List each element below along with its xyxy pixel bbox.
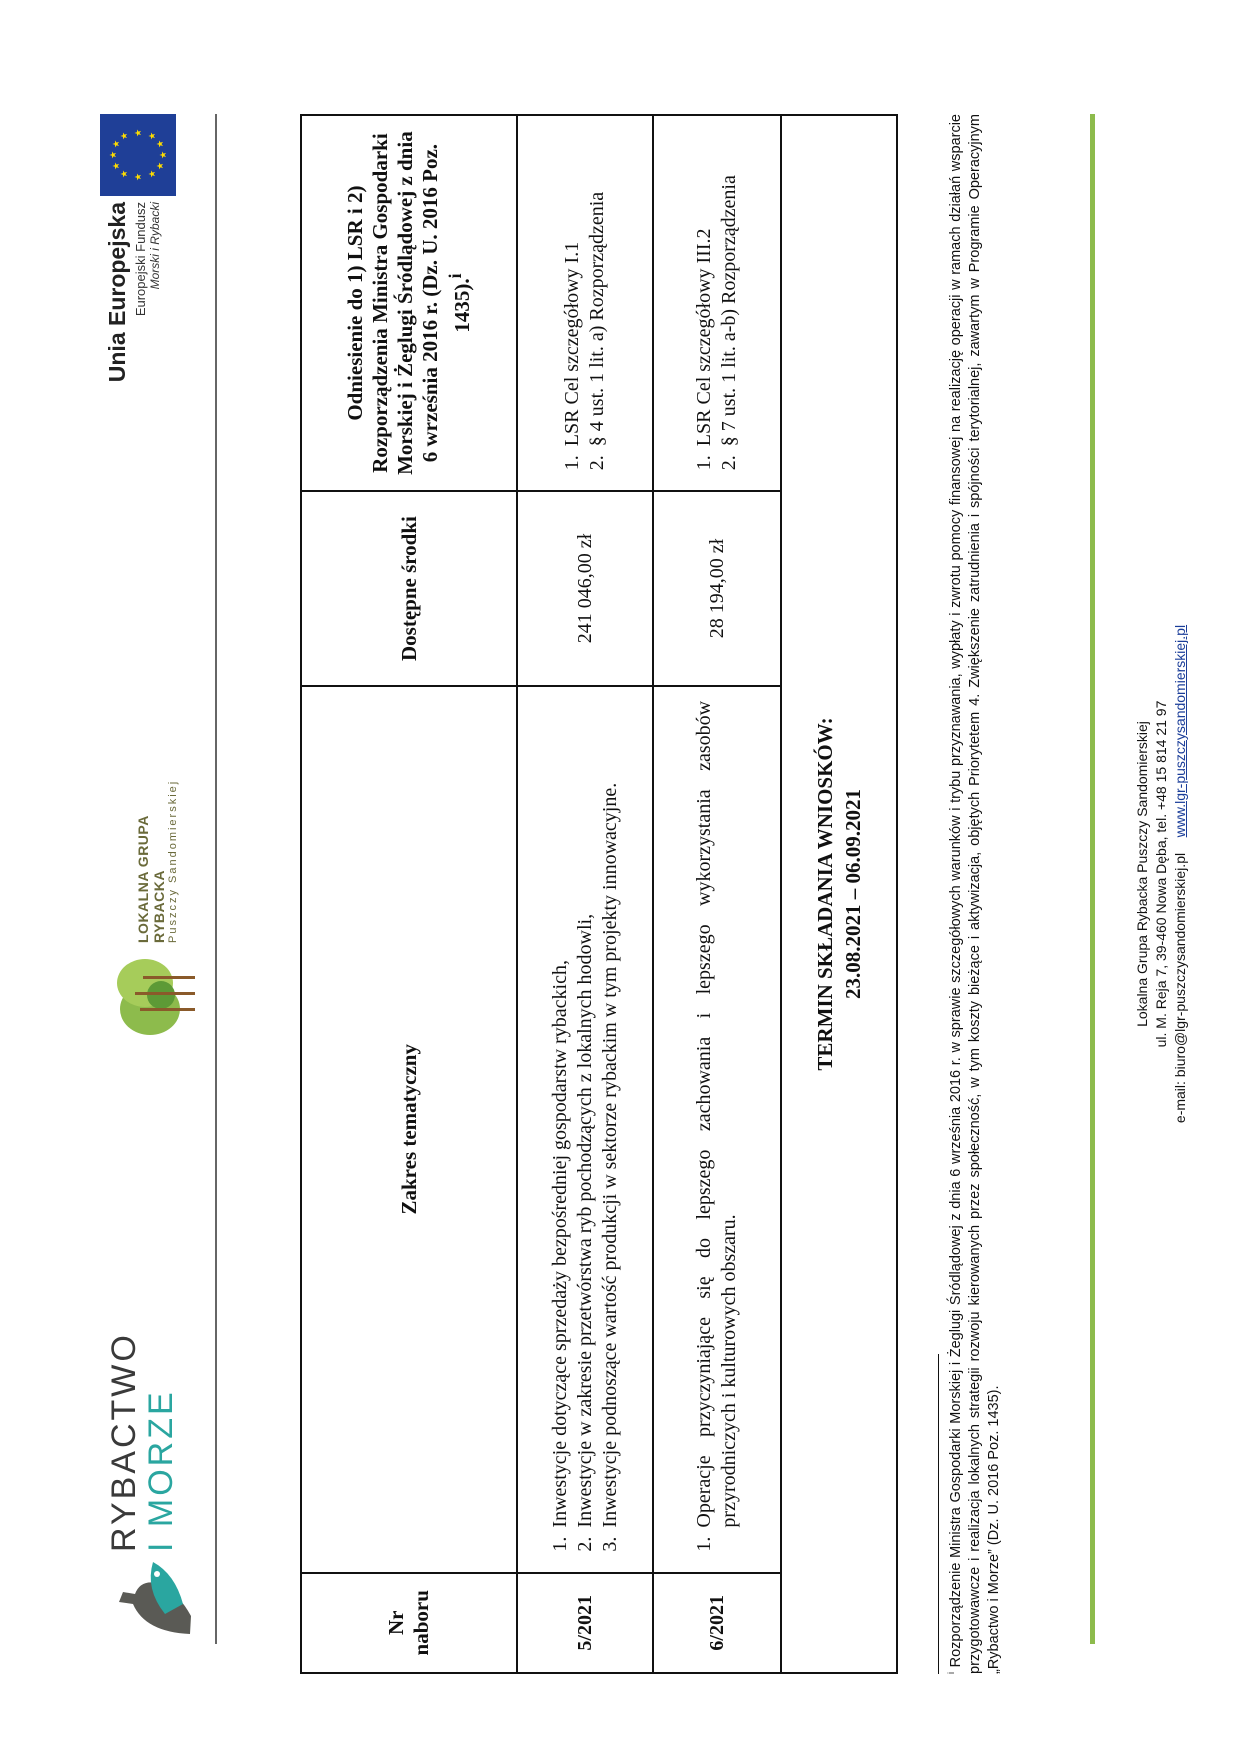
list-item: 3. Inwestycje podnoszące wartość produkcji w sektorze rybackim w tym projekty innowacyjne. [598,701,623,1532]
footer-address: ul. M. Reja 7, 39-460 Nowa Dęba, tel. +48 15 814 21 97 [1153,700,1169,1048]
header-odniesienie [301,115,517,491]
termin-row [781,115,897,1673]
cell-dostepne: 28 194,00 zł [653,491,781,686]
header-divider [215,114,217,1644]
svg-text:★: ★ [156,161,166,171]
list-item: 2. § 4 ust. 1 lit. a) Rozporządzenia [585,130,610,450]
table-header-row [301,115,517,1673]
lgr-logo-subtitle: Puszczy Sandomierskiej [167,779,179,943]
logo-text-i-morze: I MORZE [142,1389,180,1552]
page-header [100,114,215,1644]
svg-text:★: ★ [148,169,158,179]
header-dostepne-srodki: Dostępne środki [301,491,517,686]
termin-dates: 23.08.2021 – 06.09.2021 [841,789,865,999]
cell-zakres [517,686,653,1573]
eu-title: Unia Europejska [104,202,130,383]
cell-nr: 6/2021 [653,1573,781,1673]
trees-icon [105,949,200,1039]
footer-org-name: Lokalna Grupa Rybacka Puszczy Sandomierskiej [1134,721,1150,1027]
header-nr-naboru: Nr naboru [301,1573,517,1673]
list-item: 1. LSR Cel szczegółowy III.2 [692,130,717,450]
table-row [517,115,653,1673]
list-item: 1. Operacje przyczyniające się do lepszego zachowania i lepszego wykorzystania zasobów przyrodniczych i kulturowych obszaru. [692,701,742,1532]
list-item: 2. Inwestycje w zakresie przetwórstwa ryb pochodzących z lokalnych hodowli, [573,701,598,1532]
svg-text:★: ★ [156,139,166,149]
footnote-marker: i [946,1672,956,1674]
svg-text:★: ★ [134,172,144,182]
recruitment-table [300,114,898,1674]
cell-nr: 5/2021 [517,1573,653,1673]
logo-text-rybactwo: RYBACTWO [105,1332,143,1552]
footer-website-link[interactable]: www.lgr-puszczysandomierskiej.pl [1172,624,1188,838]
svg-text:★: ★ [120,131,130,141]
footer-contact [1171,594,1190,1154]
cell-odniesienie [653,115,781,491]
table-row [653,115,781,1673]
eu-fund-line1: Europejski Fundusz [133,202,148,317]
footnote [942,114,1004,1674]
svg-text:★: ★ [134,128,144,138]
footnote-ref: i [445,273,465,279]
eu-fund-line2: Morski i Rybacki [148,202,162,290]
svg-text:★: ★ [112,161,122,171]
list-item: 2. § 7 ust. 1 lit. a-b) Rozporządzenia [717,130,742,450]
termin-cell [781,115,897,1673]
footnote-text: Rozporządzenie Ministra Gospodarki Morskiej i Żeglugi Śródlądowej z dnia 6 września 2016 r. w sprawie szczegółowych warunków i trybu przyznawania, wypłaty i zwrotu pomocy finansowej na realizację operacji w ramach działań wsparcie przygotowawcze i realizacja lokalnych strategii rozwoju kierowanych przez społeczność, w tym koszty bieżące i aktywizacja, objętych Priorytetem 4. Zwiększenie zatrudnienia i spójności terytorialnej, zawartym w Programie Operacyjnym „Rybactwo i Morze” (Dz. U. 2016 Poz. 1435). [947,114,1002,1674]
rybactwo-i-morze-logo [105,1314,195,1644]
fish-icon [105,1554,195,1644]
list-item: 1. Inwestycje dotyczące sprzedaży bezpośredniej gospodarstw rybackich, [548,701,573,1532]
cell-zakres [653,686,781,1573]
svg-text:★: ★ [109,150,119,160]
footer-green-bar [1090,114,1095,1644]
svg-text:★: ★ [159,150,169,160]
list-item: 1. LSR Cel szczegółowy I.1 [560,130,585,450]
footnote-divider [938,1354,939,1674]
eu-flag-icon [100,114,176,196]
svg-text:★: ★ [148,131,158,141]
page-footer [1133,594,1190,1154]
header-odniesienie-text: Odniesienie do 1) LSR i 2) Rozporządzenia Ministra Gospodarki Morskiej i Żeglugi Śródlądowej z dnia 6 września 2016 r. (Dz. U. 2016 Poz. 1435). [343,131,474,475]
footer-email: e-mail: biuro@lgr-puszczysandomierskiej.pl [1172,852,1188,1124]
header-zakres-tematyczny: Zakres tematyczny [301,686,517,1573]
lgr-logo [105,739,200,1039]
eu-logo [100,114,210,414]
termin-label: TERMIN SKŁADANIA WNIOSKÓW: [813,717,837,1071]
cell-odniesienie [517,115,653,491]
cell-dostepne: 241 046,00 zł [517,491,653,686]
svg-text:★: ★ [112,139,122,149]
svg-text:★: ★ [120,169,130,179]
lgr-logo-title: LOKALNA GRUPA RYBACKA [135,815,167,943]
